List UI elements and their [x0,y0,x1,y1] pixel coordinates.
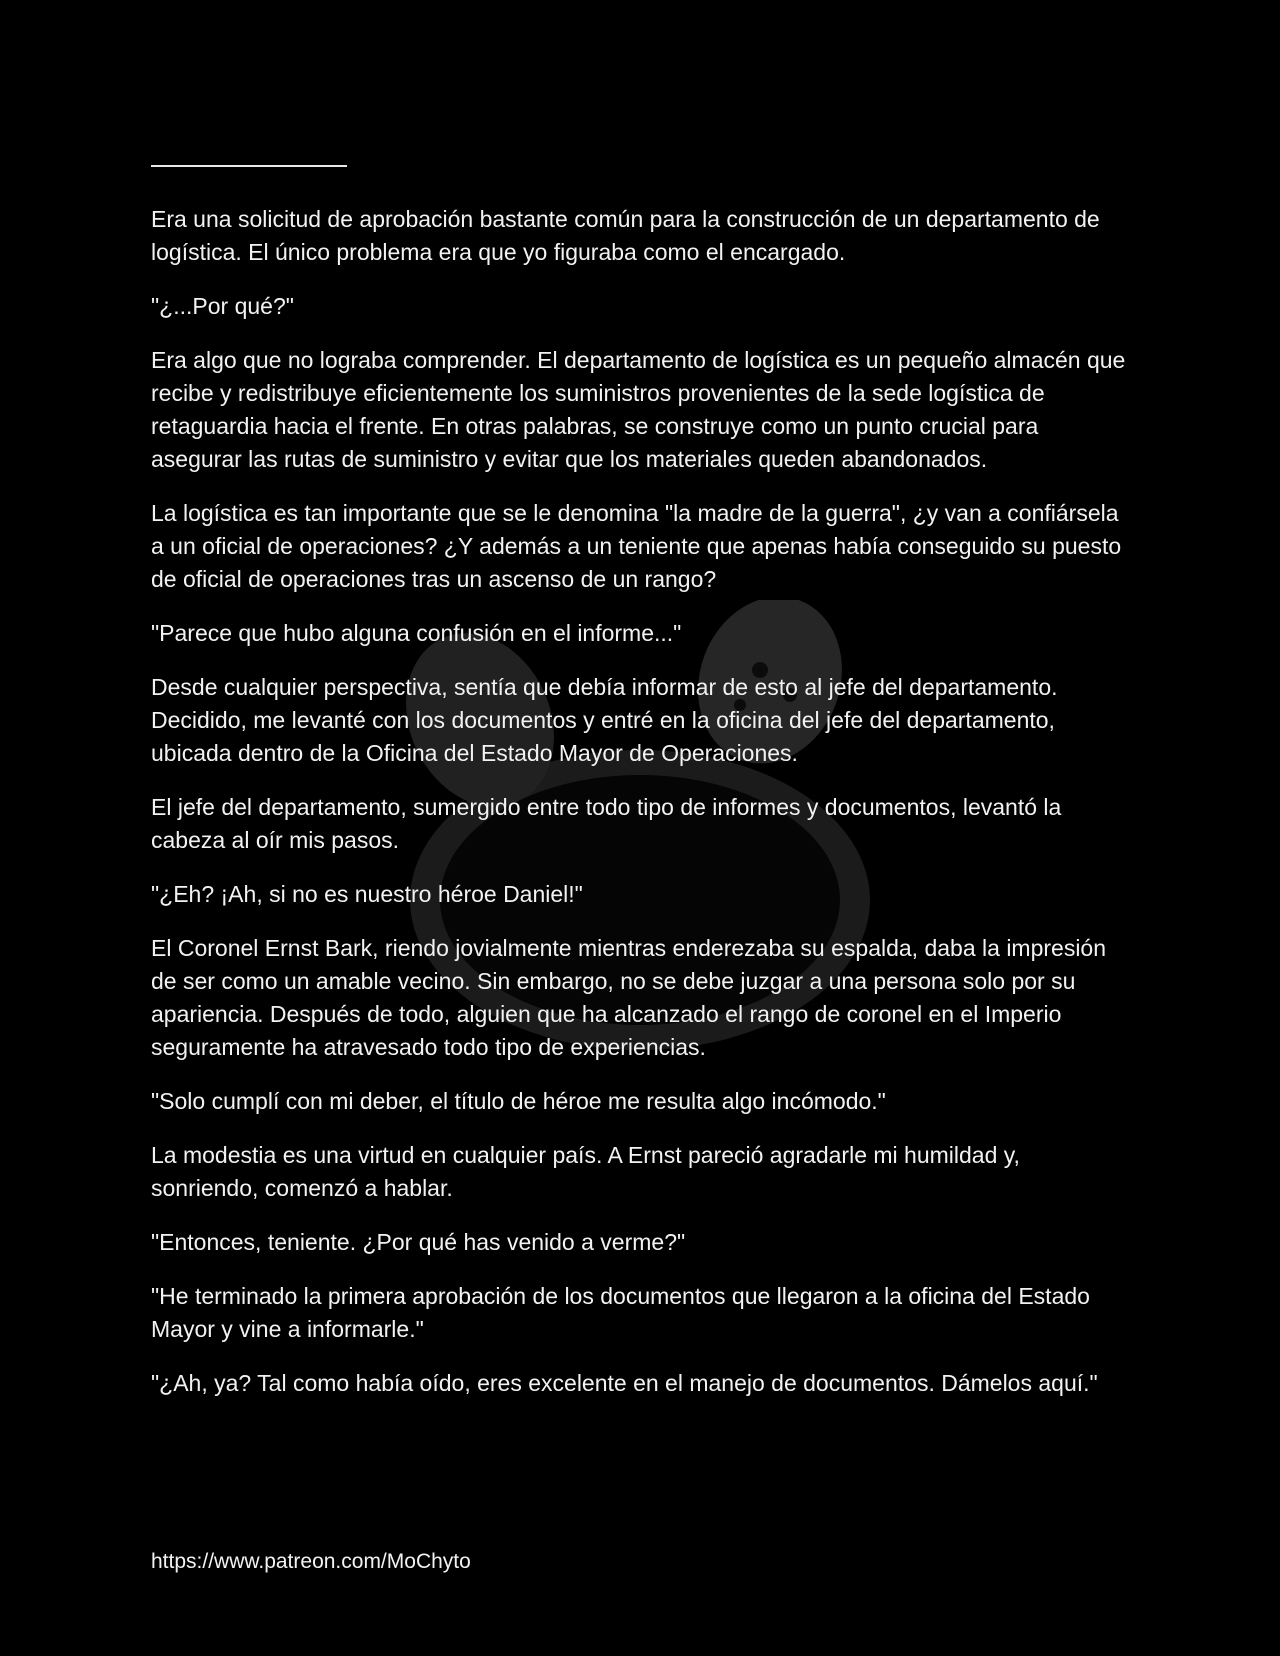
paragraph: El jefe del departamento, sumergido entre todo tipo de informes y documentos, levantó la cabeza al oír mis pasos. [151,794,1062,853]
paragraph: "Solo cumplí con mi deber, el título de héroe me resulta algo incómodo." [151,1088,886,1114]
paragraph: Desde cualquier perspectiva, sentía que debía informar de esto al jefe del departamento. Decidido, me levanté con los documentos y entré en la oficina del jefe del departamento, ubicada dentro de la Oficina del Estado Mayor de Operaciones. [151,674,1058,766]
paragraph: "Parece que hubo alguna confusión en el informe..." [151,620,682,646]
paragraph: Era una solicitud de aprobación bastante común para la construcción de un departamento de logística. El único problema era que yo figuraba como el encargado. [151,206,1100,265]
document-body [151,203,1126,1421]
section-divider [151,165,347,167]
paragraph: "He terminado la primera aprobación de los documentos que llegaron a la oficina del Estado Mayor y vine a informarle." [151,1283,1090,1342]
patreon-link[interactable]: https://www.patreon.com/MoChyto [151,1550,471,1573]
paragraph: "Entonces, teniente. ¿Por qué has venido a verme?" [151,1229,686,1255]
paragraph: "¿Ah, ya? Tal como había oído, eres excelente en el manejo de documentos. Dámelos aquí." [151,1370,1098,1396]
paragraph: La modestia es una virtud en cualquier país. A Ernst pareció agradarle mi humildad y, sonriendo, comenzó a hablar. [151,1142,1020,1201]
paragraph: El Coronel Ernst Bark, riendo jovialmente mientras enderezaba su espalda, daba la impresión de ser como un amable vecino. Sin embargo, no se debe juzgar a una persona solo por su apariencia. Después de todo, alguien que ha alcanzado el rango de coronel en el Imperio seguramente ha atravesado todo tipo de experiencias. [151,935,1107,1060]
paragraph: La logística es tan importante que se le denomina "la madre de la guerra", ¿y van a confiársela a un oficial de operaciones? ¿Y además a un teniente que apenas había conseguido su puesto de oficial de operaciones tras un ascenso de un rango? [151,500,1122,592]
paragraph: "¿Eh? ¡Ah, si no es nuestro héroe Daniel!" [151,881,583,907]
paragraph: Era algo que no lograba comprender. El departamento de logística es un pequeño almacén que recibe y redistribuye eficientemente los suministros provenientes de la sede logística de retaguardia hacia el frente. En otras palabras, se construye como un punto crucial para asegurar las rutas de suministro y evitar que los materiales queden abandonados. [151,347,1126,472]
paragraph: "¿...Por qué?" [151,293,294,319]
